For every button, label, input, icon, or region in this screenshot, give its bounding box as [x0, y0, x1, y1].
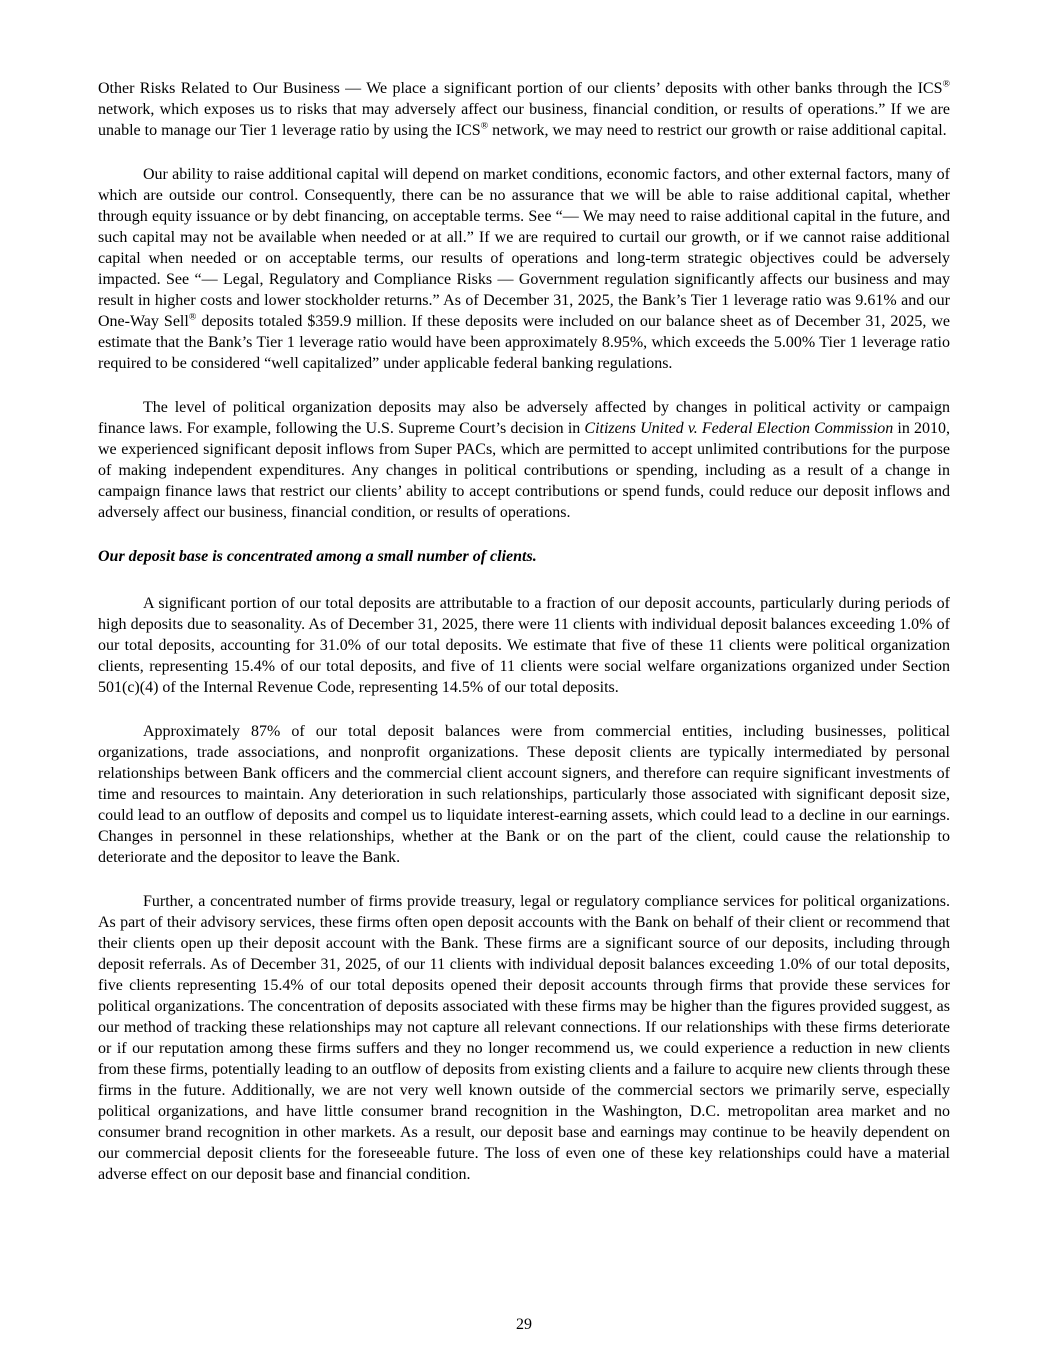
- document-body: [98, 78, 950, 1208]
- text-run: The level of political organization deposits may also be adversely affected by changes in political activity or campaign finance laws. For example, following the U.S. Supreme Court’s decision in: [98, 399, 950, 437]
- registered-trademark-sup: ®: [188, 311, 197, 323]
- paragraph-firms: Further, a concentrated number of firms provide treasury, legal or regulatory compliance services for political organizations. As part of their advisory services, these firms often open deposit accounts with the Bank on behalf of their client or recommend that their clients open up their deposit account with the Bank. These firms are a significant source of our deposits, including through deposit referrals. As of December 31, 2025, of our 11 clients with individual deposit balances exceeding 1.0% of our total deposits, five clients representing 15.4% of our total deposits opened their deposit accounts through firms that provide these services for political organizations. The concentration of deposits associated with these firms may be higher than the figures provided suggest, as our method of tracking these relationships may not capture all relevant connections. If our relationships with these firms deteriorate or if our reputation among these firms suffers and they no longer recommend us, we could experience a reduction in new clients from these firms, potentially leading to an outflow of deposits from existing clients and a failure to acquire new clients through these firms in the future. Additionally, we are not very well known outside of the commercial sectors we primarily serve, especially political organizations, and have little consumer brand recognition in the Washington, D.C. metropolitan area market and no consumer brand recognition in other markets. As a result, our deposit base and earnings may continue to be heavily dependent on our commercial deposit clients for the foreseeable future. The loss of even one of these key relationships could have a material adverse effect on our deposit base and financial condition.: [98, 893, 950, 1183]
- text-run: Our ability to raise additional capital will depend on market conditions, economic factors, and other external factors, many of which are outside our control. Consequently, there can be no assurance that we will be able to raise additional capital, whether through equity issuance or by debt financing, on acceptable terms. See “— We may need to raise additional capital in the future, and such capital may not be available when needed or at all.” If we are required to curtail our growth, or if we cannot raise additional capital when needed or on acceptable terms, our results of operations and long-term strategic objectives could be adversely impacted. See “— Legal, Regulatory and Compliance Risks — Government regulation significantly affects our business and may result in higher costs and lower stockholder returns.” As of December 31, 2025, the Bank’s Tier 1 leverage ratio was 9.61% and our One-Way Sell: [98, 166, 950, 330]
- registered-trademark-sup: ®: [480, 120, 489, 132]
- paragraph-political-deposits: [98, 397, 950, 523]
- text-run: network, we may need to restrict our growth or raise additional capital.: [488, 122, 947, 139]
- section-heading-deposit-concentration: Our deposit base is concentrated among a small number of clients.: [98, 548, 537, 565]
- paragraph-commercial-entities: Approximately 87% of our total deposit balances were from commercial entities, including businesses, political organizations, trade associations, and nonprofit organizations. These deposit clients are typically intermediated by personal relationships between Bank officers and the commercial client account signers, and therefore can require significant investments of time and resources to maintain. Any deterioration in such relationships, particularly those associated with significant deposit size, could lead to an outflow of deposits and compel us to liquidate interest-earning assets, which could lead to a decline in our earnings. Changes in personnel in these relationships, whether at the Bank or on the part of the client, could cause the relationship to deteriorate and the depositor to leave the Bank.: [98, 723, 950, 866]
- page-number: 29: [516, 1316, 532, 1333]
- text-run: network, which exposes us to risks that may adversely affect our business, financial condition, or results of operations.” If we are unable to manage our Tier 1 leverage ratio by using the ICS: [98, 101, 950, 139]
- text-run: Other Risks Related to Our Business — We place a significant portion of our clients’ deposits with other banks through the ICS: [98, 80, 943, 97]
- paragraph-total-deposits: A significant portion of our total deposits are attributable to a fraction of our deposit accounts, particularly during periods of high deposits due to seasonality. As of December 31, 2025, there were 11 clients with individual deposit balances exceeding 1.0% of our total deposits, accounting for 31.0% of our total deposits. We estimate that five of these 11 clients were political organization clients, representing 15.4% of our total deposits, and five of 11 clients were social welfare organizations organized under Section 501(c)(4) of the Internal Revenue Code, representing 14.5% of our total deposits.: [98, 595, 950, 696]
- case-citation: Citizens United v. Federal Election Commission: [584, 420, 894, 437]
- paragraph-raise-capital: [98, 164, 950, 374]
- text-run: deposits totaled $359.9 million. If these deposits were included on our balance sheet as of December 31, 2025, we estimate that the Bank’s Tier 1 leverage ratio would have been approximately 8.95%, which exceeds the 5.00% Tier 1 leverage ratio required to be considered “well capitalized” under applicable federal banking regulations.: [98, 313, 951, 372]
- registered-trademark-sup: ®: [942, 78, 950, 90]
- text-run: in 2010, we experienced significant deposit inflows from Super PACs, which are permitted to accept unlimited contributions for the purpose of making independent expenditures. Any changes in political contributions or spending, including as a result of a change in campaign finance laws that restrict our clients’ ability to accept contributions or spend funds, could reduce our deposit inflows and adversely affect our business, financial condition, or results of operations.: [98, 420, 951, 521]
- paragraph-other-risks: [98, 78, 950, 141]
